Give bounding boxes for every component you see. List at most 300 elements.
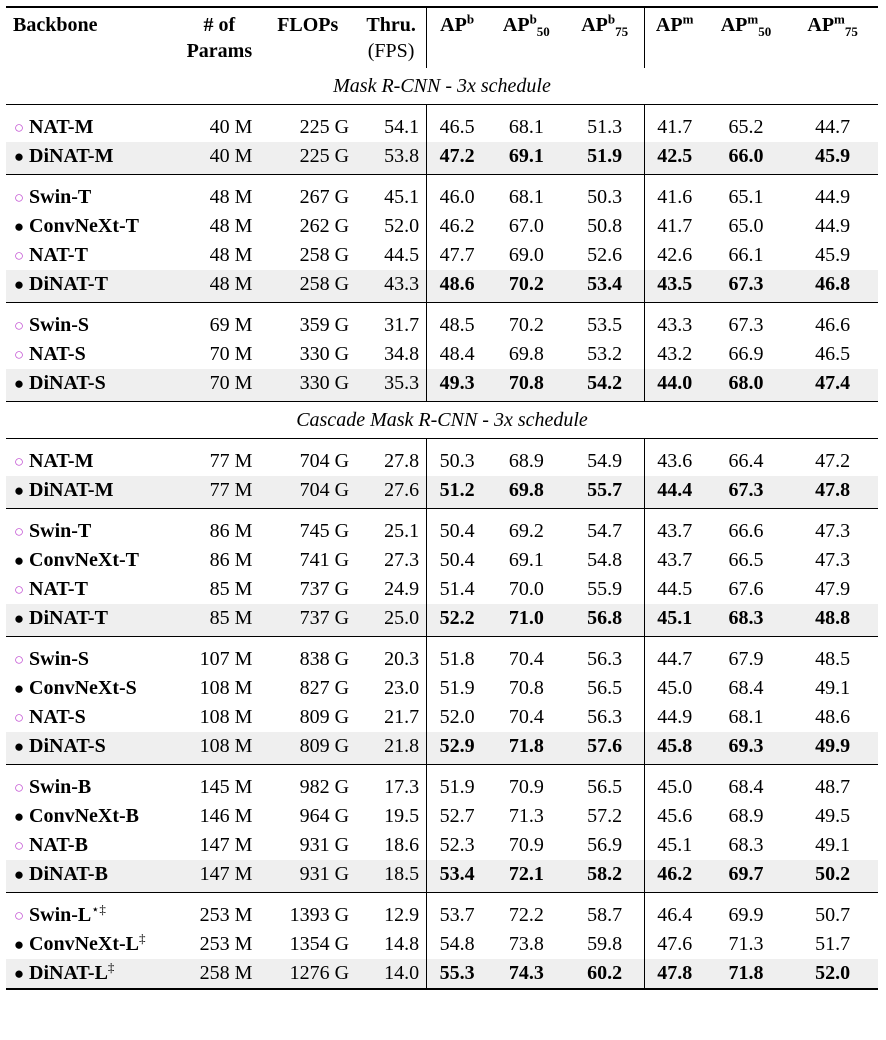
params-cell: 70 M [209,343,253,365]
table-body [6,68,878,989]
flops-cell: 982 G [299,776,350,798]
flops-cell: 258 G [259,270,356,303]
table-row [6,439,878,477]
sub-50: 50 [758,24,772,39]
open-circle-icon: ○ [13,836,25,855]
apb75-cell: 58.7 [587,904,623,926]
apm50-cell: 66.6 [728,520,764,542]
sub-75: 75 [615,24,629,39]
backbone-cell [6,959,179,989]
apm50-cell: 68.3 [705,604,788,637]
apb75-cell: 56.8 [566,604,645,637]
apb50-cell: 70.9 [508,834,544,856]
table-row [6,930,878,959]
apb50-cell: 68.9 [508,450,544,472]
fps-cell: 31.7 [384,314,420,336]
apm-cell: 45.0 [644,674,704,703]
backbone-cell [6,703,179,732]
table-row [6,369,878,402]
apm75-cell: 48.6 [815,706,851,728]
open-circle-icon: ○ [13,118,25,137]
flops-cell: 931 G [259,860,356,893]
col-flops: FLOPs [259,7,356,38]
apb-cell: 53.4 [427,860,487,893]
apm75-cell: 52.0 [787,959,878,989]
apb50-cell: 69.1 [487,142,566,175]
filled-circle-icon: ● [13,865,25,884]
apb75-cell: 50.3 [587,186,623,208]
col-params-line2: Params [186,40,253,62]
table-row [6,175,878,213]
fps-cell: 20.3 [384,648,420,670]
apm-cell: 41.7 [644,212,704,241]
fps-cell: 27.6 [356,476,427,509]
apm75-cell: 47.9 [815,578,851,600]
backbone-cell [6,270,179,303]
table-row [6,604,878,637]
header-row-1 [6,7,878,38]
apb50-cell: 72.2 [508,904,544,926]
backbone-name: NAT-S [29,343,86,365]
section-header [6,68,878,105]
flops-cell: 704 G [259,476,356,509]
col-apb50 [487,7,566,38]
backbone-name: ConvNeXt-S [29,677,137,699]
backbone-name: Swin-S [29,648,90,670]
apb-cell: 51.9 [427,674,487,703]
backbone-cell [6,930,179,959]
backbone-cell [6,369,179,402]
fps-cell: 27.8 [384,450,420,472]
fps-cell: 25.0 [356,604,427,637]
flops-cell: 737 G [299,578,350,600]
apm-cell: 41.7 [644,105,704,143]
sub-75: 75 [844,24,858,39]
apm-cell: 44.0 [644,369,704,402]
apm50-cell: 67.3 [705,476,788,509]
footnote-marker: ⋆‡ [91,901,106,917]
flops-cell: 1276 G [259,959,356,989]
apm75-cell: 46.5 [815,343,851,365]
params-cell: 77 M [179,476,259,509]
params-cell: 147 M [199,834,253,856]
flops-cell: 838 G [299,648,350,670]
backbone-cell [6,439,179,477]
flops-cell: 704 G [299,450,350,472]
fps-cell: 14.0 [356,959,427,989]
backbone-name: NAT-M [29,450,94,472]
apm-cell: 47.6 [644,930,704,959]
flops-cell: 267 G [299,186,350,208]
table-row [6,303,878,341]
apm50-cell: 67.6 [728,578,764,600]
backbone-name: ConvNeXt-T [29,549,139,571]
apm50-cell: 68.4 [728,677,764,699]
apb75-cell: 56.5 [587,677,623,699]
open-circle-icon: ○ [13,345,25,364]
col-apb75 [566,7,645,38]
table-row [6,546,878,575]
apm50-cell: 68.9 [728,805,764,827]
params-cell: 40 M [209,116,253,138]
apb-cell: 49.3 [427,369,487,402]
ap-label: AP [807,14,835,36]
fps-cell: 12.9 [384,904,420,926]
params-cell: 85 M [209,578,253,600]
table-row [6,959,878,989]
apb75-cell: 54.8 [587,549,623,571]
params-cell: 108 M [199,677,253,699]
apb50-cell: 70.4 [508,648,544,670]
fps-cell: 45.1 [384,186,420,208]
apm-cell: 43.3 [644,303,704,341]
apb-cell: 51.2 [427,476,487,509]
params-cell: 77 M [209,450,253,472]
filled-circle-icon: ● [13,147,25,166]
backbone-cell [6,175,179,213]
apb75-cell: 54.9 [587,450,623,472]
open-circle-icon: ○ [13,580,25,599]
apm75-cell: 44.7 [815,116,851,138]
apb50-cell: 68.1 [508,116,544,138]
apm75-cell: 48.5 [815,648,851,670]
backbone-name: Swin-B [29,776,92,798]
apm50-cell: 66.9 [728,343,764,365]
apb-cell: 48.6 [427,270,487,303]
flops-cell: 809 G [259,732,356,765]
backbone-name: DiNAT-T [29,607,108,629]
apm50-cell: 68.4 [728,776,764,798]
sub-50: 50 [536,24,550,39]
apb75-cell: 59.8 [587,933,623,955]
apb75-cell: 57.2 [587,805,623,827]
params-cell: 253 M [199,904,253,926]
table-row [6,270,878,303]
flops-cell: 737 G [259,604,356,637]
open-circle-icon: ○ [13,316,25,335]
filled-circle-icon: ● [13,737,25,756]
apb50-cell: 69.8 [508,343,544,365]
table-row [6,860,878,893]
apm50-cell: 67.9 [728,648,764,670]
apm50-cell: 66.5 [728,549,764,571]
apm-cell: 43.6 [644,439,704,477]
backbone-cell [6,860,179,893]
apb-cell: 52.0 [427,703,487,732]
apm-cell: 45.8 [644,732,704,765]
apb50-cell: 70.2 [487,270,566,303]
apm-cell: 42.5 [644,142,704,175]
backbone-cell [6,212,179,241]
apm50-cell: 71.3 [728,933,764,955]
apb75-cell: 55.9 [587,578,623,600]
backbone-cell [6,142,179,175]
backbone-cell [6,241,179,270]
fps-cell: 54.1 [384,116,420,138]
apm50-cell: 68.3 [728,834,764,856]
backbone-name: DiNAT-T [29,273,108,295]
apm50-cell: 65.0 [728,215,764,237]
backbone-cell [6,476,179,509]
table-row [6,893,878,931]
apm50-cell: 66.1 [728,244,764,266]
params-cell: 107 M [199,648,253,670]
filled-circle-icon: ● [13,481,25,500]
sup-b: b [607,11,616,27]
params-cell: 146 M [199,805,253,827]
apb-cell: 51.8 [427,637,487,675]
apm-cell: 45.1 [644,831,704,860]
fps-cell: 44.5 [384,244,420,266]
table-row [6,340,878,369]
apb50-cell: 73.8 [508,933,544,955]
apm75-cell: 47.3 [815,520,851,542]
table-row [6,802,878,831]
filled-circle-icon: ● [13,935,25,954]
backbone-name: Swin-T [29,186,92,208]
apb50-cell: 70.8 [508,677,544,699]
flops-cell: 809 G [299,706,350,728]
backbone-name: NAT-S [29,706,86,728]
apb50-cell: 68.1 [508,186,544,208]
apm75-cell: 47.8 [787,476,878,509]
apb-cell: 48.5 [427,303,487,341]
table-row [6,142,878,175]
col-apm50 [705,7,788,38]
apm-cell: 45.1 [644,604,704,637]
apm75-cell: 51.7 [815,933,851,955]
params-cell: 70 M [179,369,259,402]
backbone-cell [6,831,179,860]
params-cell: 258 M [179,959,259,989]
backbone-cell [6,303,179,341]
col-thru: Thru. [356,7,427,38]
sup-m: m [834,11,845,27]
params-cell: 48 M [209,244,253,266]
sup-b: b [466,11,475,27]
backbone-cell [6,340,179,369]
apb50-cell: 69.2 [508,520,544,542]
params-cell: 108 M [199,706,253,728]
backbone-cell [6,637,179,675]
backbone-name: ConvNeXt-L [29,933,139,955]
apb-cell: 51.4 [427,575,487,604]
backbone-name: Swin-L [29,904,92,926]
open-circle-icon: ○ [13,650,25,669]
flops-cell: 262 G [299,215,350,237]
apb-cell: 47.2 [427,142,487,175]
footnote-marker: ‡ [139,930,146,946]
apm-cell: 44.9 [644,703,704,732]
table-row [6,509,878,547]
fps-cell: 14.8 [384,933,420,955]
flops-cell: 745 G [299,520,350,542]
fps-cell: 53.8 [356,142,427,175]
apb50-cell: 70.8 [487,369,566,402]
apb-cell: 46.2 [427,212,487,241]
apm75-cell: 46.8 [787,270,878,303]
apm50-cell: 69.7 [705,860,788,893]
apm-cell: 43.7 [644,546,704,575]
fps-cell: 19.5 [384,805,420,827]
ap-label: AP [720,14,748,36]
backbone-cell [6,802,179,831]
apm75-cell: 48.7 [815,776,851,798]
apm-cell: 43.2 [644,340,704,369]
apb75-cell: 50.8 [587,215,623,237]
table-row [6,105,878,143]
apb50-cell: 70.2 [508,314,544,336]
apm75-cell: 49.9 [787,732,878,765]
backbone-name: DiNAT-B [29,863,108,885]
backbone-cell [6,575,179,604]
sup-m: m [747,11,759,27]
flops-cell: 741 G [299,549,350,571]
apm50-cell: 67.3 [728,314,764,336]
open-circle-icon: ○ [13,906,25,925]
backbone-name: ConvNeXt-B [29,805,139,827]
table-row [6,703,878,732]
open-circle-icon: ○ [13,188,25,207]
params-cell: 48 M [209,215,253,237]
ap-label: AP [581,14,608,36]
table-row [6,637,878,675]
section-title: Mask R-CNN - 3x schedule [6,68,878,105]
apm50-cell: 68.0 [705,369,788,402]
apb-cell: 47.7 [427,241,487,270]
filled-circle-icon: ● [13,964,25,983]
apm50-cell: 65.2 [728,116,764,138]
flops-cell: 225 G [259,142,356,175]
apb75-cell: 56.3 [587,706,623,728]
filled-circle-icon: ● [13,374,25,393]
apb50-cell: 70.0 [508,578,544,600]
flops-cell: 931 G [299,834,350,856]
apm75-cell: 45.9 [787,142,878,175]
apb50-cell: 69.0 [508,244,544,266]
apb-cell: 51.9 [427,765,487,803]
fps-cell: 18.5 [356,860,427,893]
apb50-cell: 71.0 [487,604,566,637]
apm50-cell: 66.0 [705,142,788,175]
footnote-marker: ‡ [107,959,115,975]
apb75-cell: 55.7 [566,476,645,509]
fps-cell: 23.0 [384,677,420,699]
fps-cell: 18.6 [384,834,420,856]
apb75-cell: 53.5 [587,314,623,336]
backbone-name: NAT-M [29,116,94,138]
apb-cell: 50.4 [427,509,487,547]
open-circle-icon: ○ [13,708,25,727]
filled-circle-icon: ● [13,217,25,236]
apm50-cell: 71.8 [705,959,788,989]
fps-cell: 25.1 [384,520,420,542]
table-row [6,765,878,803]
flops-cell: 225 G [299,116,350,138]
fps-cell: 21.8 [356,732,427,765]
backbone-name: Swin-T [29,520,92,542]
apm-cell: 46.4 [644,893,704,931]
apm50-cell: 69.9 [728,904,764,926]
fps-cell: 24.9 [384,578,420,600]
backbone-cell [6,765,179,803]
params-cell: 40 M [179,142,259,175]
filled-circle-icon: ● [13,609,25,628]
apb-cell: 46.5 [427,105,487,143]
backbone-name: DiNAT-M [29,479,114,501]
backbone-name: DiNAT-S [29,735,106,757]
apb-cell: 50.4 [427,546,487,575]
apm-cell: 45.0 [644,765,704,803]
backbone-name: NAT-B [29,834,88,856]
apm-cell: 47.8 [644,959,704,989]
params-cell: 85 M [179,604,259,637]
apb50-cell: 71.3 [508,805,544,827]
apb75-cell: 56.9 [587,834,623,856]
apm75-cell: 47.2 [815,450,851,472]
params-cell: 86 M [209,549,253,571]
apb-cell: 52.2 [427,604,487,637]
backbone-cell [6,604,179,637]
section-header [6,402,878,439]
backbone-cell [6,105,179,143]
flops-cell: 1393 G [289,904,350,926]
apb-cell: 46.0 [427,175,487,213]
apm-cell: 44.4 [644,476,704,509]
params-cell: 145 M [199,776,253,798]
apb-cell: 48.4 [427,340,487,369]
table-row [6,674,878,703]
open-circle-icon: ○ [13,246,25,265]
flops-cell: 330 G [299,343,350,365]
apb75-cell: 52.6 [587,244,623,266]
table-row [6,831,878,860]
apb50-cell: 69.8 [487,476,566,509]
apb75-cell: 51.3 [587,116,623,138]
apm75-cell: 48.8 [787,604,878,637]
header-row-2 [6,38,878,68]
col-apm75 [787,7,878,38]
col-params: # of [179,7,259,38]
sup-b: b [529,11,537,27]
apb50-cell: 69.1 [508,549,544,571]
backbone-cell [6,732,179,765]
backbone-name: DiNAT-S [29,372,106,394]
apm-cell: 41.6 [644,175,704,213]
apm50-cell: 65.1 [728,186,764,208]
section-title: Cascade Mask R-CNN - 3x schedule [6,402,878,439]
apm75-cell: 50.2 [787,860,878,893]
apb75-cell: 60.2 [566,959,645,989]
params-cell: 69 M [209,314,253,336]
apm75-cell: 44.9 [815,215,851,237]
apm75-cell: 50.7 [815,904,851,926]
apm50-cell: 67.3 [705,270,788,303]
fps-cell: 35.3 [356,369,427,402]
apb50-cell: 71.8 [487,732,566,765]
filled-circle-icon: ● [13,551,25,570]
apb75-cell: 57.6 [566,732,645,765]
apb75-cell: 53.4 [566,270,645,303]
apm75-cell: 49.5 [815,805,851,827]
apm75-cell: 47.3 [815,549,851,571]
backbone-name: DiNAT-M [29,145,114,167]
apb50-cell: 70.9 [508,776,544,798]
params-cell: 253 M [199,933,253,955]
apb-cell: 54.8 [427,930,487,959]
results-table [6,6,878,990]
fps-cell: 34.8 [384,343,420,365]
